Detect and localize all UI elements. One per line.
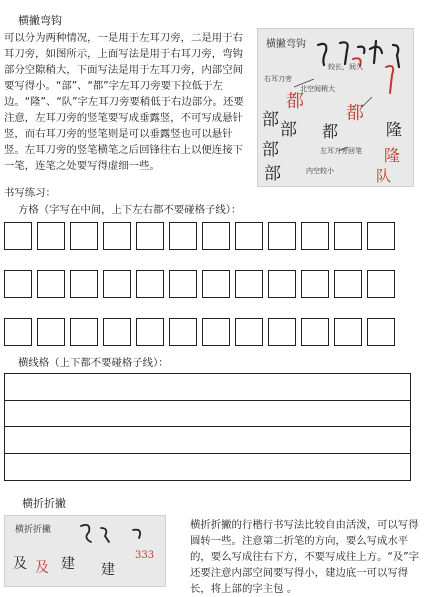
section-paragraph-hengpiewangou: 可以分为两种情况，一是用于左耳刀旁，二是用于右耳刀旁，如图所示，上面写法是用于右耳刀旁，弯钩部分空隙稍大，下面写法是用于左耳刀旁，内部空间要写得小。“部”、“都”字左耳刀旁要下拉低于左边。“隆”、“队”字左耳刀旁要稍低于右边部分。还要注意，左耳刀旁的竖笔要写成垂露竖，不可写成悬针竖，而右耳刀旁的竖笔则是可以垂露竖也可以悬针竖。左耳刀旁的竖笔横笔之后回锋往右上以便连接下一笔，连笔之处要写得虚细一些。: [4, 32, 244, 172]
char-jian-1: 建: [61, 556, 75, 572]
char-du-red: 都: [286, 91, 304, 112]
char-long-red: 隆: [384, 146, 401, 165]
grid-instructions: 方格（字写在中间，上下左右都不要碰格子线）：: [18, 204, 242, 216]
writing-line[interactable]: [5, 374, 410, 401]
grid-cell[interactable]: [334, 318, 362, 346]
grid-cell[interactable]: [4, 270, 32, 298]
grid-cell[interactable]: [235, 318, 263, 346]
section-paragraph-hengzhezhepie: 横折折撇的行楷行书写法比较自由活泼，可以写得圆转一些。注意第二折笔的方向，要么写成水平的，要么写成往右下方，不要写成往上方。“及”字还要注意内部空间要写得小，建边底一可以写得长，将上部的字主包 。: [190, 519, 419, 595]
grid-cell[interactable]: [301, 270, 329, 298]
handwriting-illustration: [258, 29, 413, 186]
grid-cell[interactable]: [136, 270, 164, 298]
grid-cell[interactable]: [235, 222, 263, 250]
grid-cell[interactable]: [70, 270, 98, 298]
practice-grid: [4, 222, 395, 346]
grid-cell[interactable]: [169, 270, 197, 298]
char-bu-1: 部: [262, 110, 279, 130]
grid-cell[interactable]: [37, 270, 65, 298]
grid-cell[interactable]: [367, 222, 395, 250]
lined-instructions: 横线格（上下都不要碰格子线）：: [18, 357, 169, 369]
note-left-ear: 左耳刀旁回笔: [320, 147, 362, 155]
grid-cell[interactable]: [103, 318, 131, 346]
grid-cell[interactable]: [268, 222, 296, 250]
grid-cell[interactable]: [202, 318, 230, 346]
photo1-caption: 横撇弯钩: [266, 39, 306, 50]
note-inner-small: 内空较小: [306, 167, 334, 175]
grid-cell[interactable]: [268, 270, 296, 298]
writing-line[interactable]: [5, 401, 410, 428]
grid-row-2: [4, 270, 395, 298]
grid-cell[interactable]: [367, 318, 395, 346]
grid-cell[interactable]: [70, 318, 98, 346]
note-space-large: 北空间稍大: [300, 85, 335, 93]
grid-cell[interactable]: [136, 222, 164, 250]
grid-cell[interactable]: [103, 270, 131, 298]
grid-cell[interactable]: [268, 318, 296, 346]
photo2-caption: 横折折撇: [15, 525, 52, 535]
note-longer: 较长，间久: [328, 63, 363, 71]
char-ji-red: 及: [35, 560, 49, 576]
char-bu-4: 部: [264, 164, 281, 184]
grid-cell[interactable]: [4, 318, 32, 346]
grid-cell[interactable]: [169, 318, 197, 346]
grid-row-1: [4, 222, 395, 250]
char-bu-2: 部: [280, 120, 297, 140]
grid-row-3: [4, 318, 395, 346]
grid-cell[interactable]: [37, 318, 65, 346]
char-bu-3: 部: [262, 140, 279, 160]
example-photo-hengpiewangou: [257, 28, 414, 187]
char-long-1: 隆: [386, 120, 403, 139]
handwriting-illustration-2: [5, 516, 165, 586]
grid-cell[interactable]: [169, 222, 197, 250]
grid-cell[interactable]: [202, 270, 230, 298]
writing-line[interactable]: [5, 454, 410, 481]
grid-cell[interactable]: [4, 222, 32, 250]
char-jian-2: 建: [101, 562, 115, 578]
grid-cell[interactable]: [301, 318, 329, 346]
char-dui-red: 队: [376, 167, 392, 185]
grid-cell[interactable]: [202, 222, 230, 250]
grid-cell[interactable]: [334, 222, 362, 250]
lined-writing-area: [4, 373, 411, 481]
grid-cell[interactable]: [235, 270, 263, 298]
red-annotation: 333: [135, 550, 155, 561]
grid-cell[interactable]: [334, 270, 362, 298]
grid-cell[interactable]: [70, 222, 98, 250]
writing-line[interactable]: [5, 427, 410, 454]
example-photo-hengzhezhepie: [4, 515, 166, 587]
grid-cell[interactable]: [136, 318, 164, 346]
grid-cell[interactable]: [301, 222, 329, 250]
section-title-hengpiewangou: 横撇弯钩: [18, 14, 62, 27]
char-ji-1: 及: [13, 556, 27, 572]
char-du-red-2: 都: [346, 103, 364, 124]
grid-cell[interactable]: [367, 270, 395, 298]
grid-cell[interactable]: [37, 222, 65, 250]
section-title-hengzhezhepie: 横折折撇: [22, 497, 66, 510]
note-right-ear: 右耳刀旁: [264, 75, 292, 83]
char-du-black: 都: [322, 122, 339, 141]
grid-cell[interactable]: [103, 222, 131, 250]
practice-label: 书写练习：: [4, 187, 56, 199]
